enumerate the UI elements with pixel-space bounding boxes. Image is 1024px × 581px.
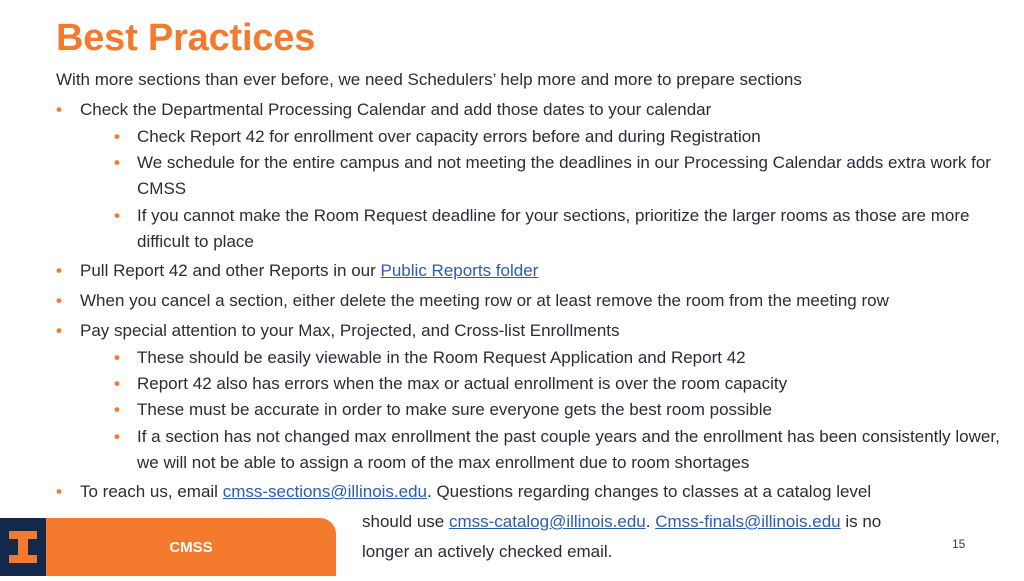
bullet-icon: • (56, 321, 62, 340)
bullet-icon: • (114, 427, 120, 446)
cmss-finals-email-link[interactable]: Cmss-finals@illinois.edu (655, 512, 841, 531)
sub-bullet-item (114, 345, 1007, 371)
sub-bullet-item (114, 371, 1007, 397)
bullet-text: We schedule for the entire campus and not meeting the deadlines in our Processing Calendar adds extra work for CMSS (137, 153, 991, 198)
slide-title: Best Practices (56, 17, 316, 59)
bullet-text: is no (840, 512, 882, 531)
bullet-item (56, 97, 1010, 123)
bullet-item (56, 479, 1010, 505)
bullet-text: Report 42 also has errors when the max or actual enrollment is over the room capacity (137, 374, 788, 393)
bullet-text: Check Report 42 for enrollment over capacity errors before and during Registration (137, 127, 761, 146)
bullet-icon: • (114, 206, 120, 225)
bullet-text: Pull Report 42 and other Reports in our (80, 261, 381, 280)
bullet-item (56, 288, 1010, 314)
sub-bullet-item (114, 150, 1007, 202)
bullet-icon: • (114, 348, 120, 367)
bullet-text: If you cannot make the Room Request deadline for your sections, prioritize the larger rooms as those are more difficult to place (137, 206, 970, 251)
bullet-text: longer an actively checked email. (362, 542, 613, 561)
bullet-icon: • (56, 261, 62, 280)
cmss-sections-email-link[interactable]: cmss-sections@illinois.edu (222, 482, 428, 501)
page-number: 15 (952, 537, 966, 551)
bullet-text: These should be easily viewable in the Room Request Application and Report 42 (137, 348, 746, 367)
illinois-logo (0, 518, 46, 576)
bullet-text: . Questions regarding changes to classes at a catalog level (427, 482, 872, 501)
illinois-i-icon (0, 518, 46, 576)
bullet-item (56, 258, 1010, 284)
bullet-icon: • (56, 100, 62, 119)
sub-bullet-item (114, 203, 1007, 255)
bullet-text: . (645, 512, 656, 531)
bullet-icon: • (114, 400, 120, 419)
bullet-text: These must be accurate in order to make sure everyone gets the best room possible (137, 400, 772, 419)
bullet-text: When you cancel a section, either delete the meeting row or at least remove the room from the meeting row (80, 291, 889, 310)
bullet-icon: • (56, 291, 62, 310)
bullet-icon: • (114, 153, 120, 172)
cmss-catalog-email-link[interactable]: cmss-catalog@illinois.edu (448, 512, 646, 531)
bullet-icon: • (114, 127, 120, 146)
bullet-text: If a section has not changed max enrollment the past couple years and the enrollment has been consistently lower, we will not be able to assign a room of the max enrollment due to room shortages (137, 427, 1000, 472)
bullet-text: should use (362, 512, 449, 531)
footer-label: CMSS (169, 538, 213, 556)
bullet-icon: • (114, 374, 120, 393)
bullet-continuation (362, 509, 881, 535)
bullet-text: Check the Departmental Processing Calendar and add those dates to your calendar (80, 100, 712, 119)
bullet-continuation (362, 539, 612, 565)
public-reports-folder-link[interactable]: Public Reports folder (380, 261, 539, 280)
bullet-text: Pay special attention to your Max, Projected, and Cross-list Enrollments (80, 321, 620, 340)
bullet-text: To reach us, email (80, 482, 223, 501)
bullet-icon: • (56, 482, 62, 501)
sub-bullet-item (114, 124, 1007, 150)
slide-intro: With more sections than ever before, we need Schedulers’ help more and more to prepare sections (56, 70, 802, 89)
sub-bullet-item (114, 424, 1007, 476)
sub-bullet-item (114, 397, 1007, 423)
bullet-item (56, 318, 1010, 344)
